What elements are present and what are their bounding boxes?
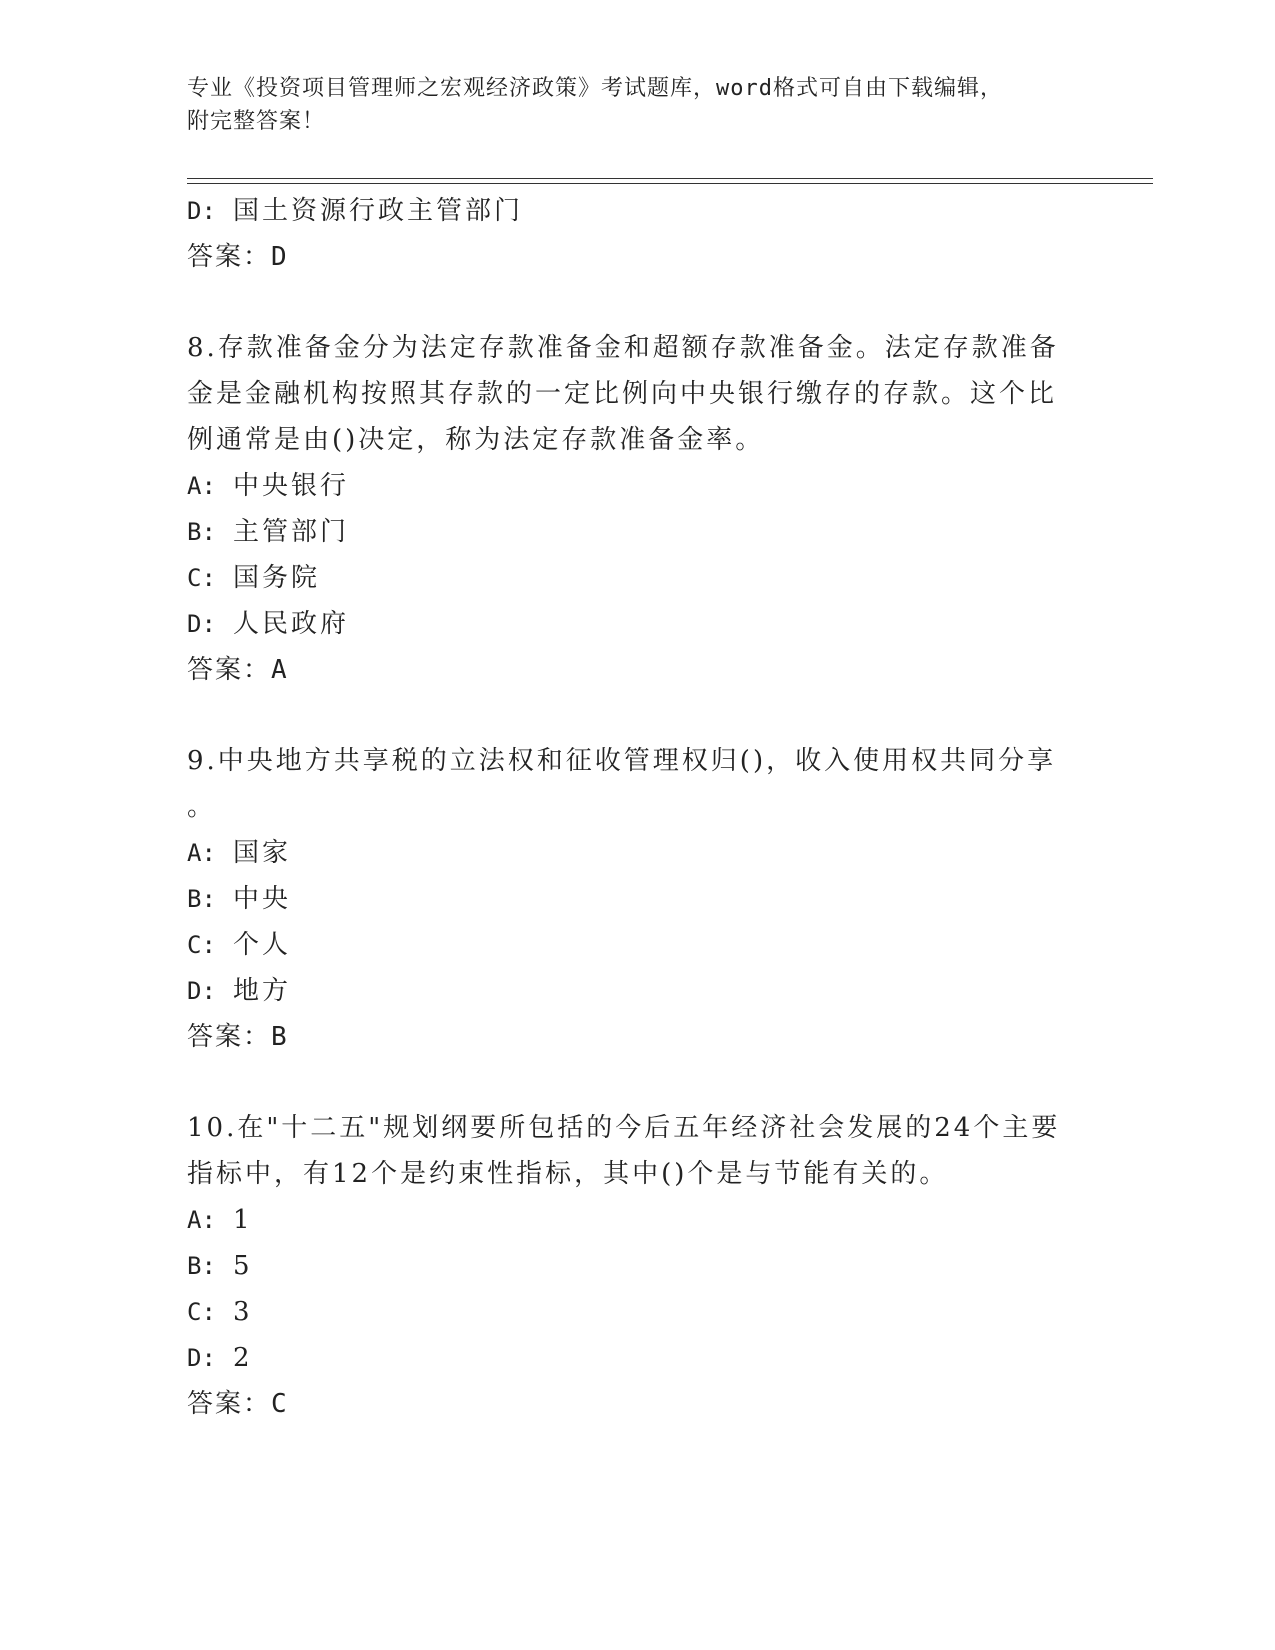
answer-label: 答案： [187,655,272,685]
answer-value: A [271,655,287,685]
option-c [187,555,1067,601]
question-9 [187,738,1067,1060]
question-stem-line: 8.存款准备金分为法定存款准备金和超额存款准备金。法定存款准备 [187,333,1059,363]
answer [187,1381,1067,1427]
option-b [187,876,1067,922]
option-text: 国务院 [233,563,321,593]
option-text: 中央银行 [233,471,350,501]
option-key: D: [187,610,216,638]
option-text: 2 [233,1343,253,1373]
option-key: D: [187,977,216,1005]
answer [187,1014,1067,1060]
spacer [187,693,1067,738]
question-stem-line: 9.中央地方共享税的立法权和征收管理权归()，收入使用权共同分享 [187,746,1057,776]
option-key: D: [187,1344,216,1372]
option-key: C: [187,1298,216,1326]
option-c [187,1289,1067,1335]
question-stem-line: 10.在"十二五"规划纲要所包括的今后五年经济社会发展的24个主要 [187,1113,1061,1143]
question-8 [187,325,1067,693]
question-stem-line: 金是金融机构按照其存款的一定比例向中央银行缴存的存款。这个比 [187,379,1058,409]
answer-value: D [271,242,287,272]
option-a [187,1197,1067,1243]
question-list [187,188,1067,1427]
option-key: C: [187,931,216,959]
option-d [187,601,1067,647]
header-divider-top [187,178,1153,179]
answer-label: 答案： [187,242,272,272]
option-text: 人民政府 [233,609,350,639]
question-stem-line: 。 [187,792,217,822]
option-d [187,968,1067,1014]
question-stem-line: 指标中，有12个是约束性指标，其中()个是与节能有关的。 [187,1159,949,1189]
option-key: D: [187,197,216,225]
option-b [187,509,1067,555]
prev-option-d [187,188,1067,234]
option-key: B: [187,518,216,546]
option-text: 中央 [233,884,292,914]
option-key: C: [187,564,216,592]
option-a [187,830,1067,876]
option-key: B: [187,1252,216,1280]
option-key: B: [187,885,216,913]
answer [187,647,1067,693]
option-key: A: [187,472,216,500]
spacer [187,280,1067,325]
option-text: 国家 [233,838,292,868]
page-header [187,72,1067,138]
question-10 [187,1105,1067,1427]
option-key: A: [187,1206,216,1234]
answer-value: C [271,1389,287,1419]
option-text: 主管部门 [233,517,350,547]
option-text: 3 [233,1297,253,1327]
header-divider-bottom [187,183,1153,184]
spacer [187,1060,1067,1105]
option-b [187,1243,1067,1289]
header-line-2: 附完整答案！ [187,109,326,134]
question-stem-line: 例通常是由()决定，称为法定存款准备金率。 [187,425,765,455]
option-key: A: [187,839,216,867]
header-line-1: 专业《投资项目管理师之宏观经济政策》考试题库，word格式可自由下载编辑， [187,76,1003,101]
answer-label: 答案： [187,1022,272,1052]
answer-value: B [271,1022,287,1052]
answer-label: 答案： [187,1389,272,1419]
option-text: 个人 [233,930,292,960]
option-text: 5 [233,1251,253,1281]
prev-answer [187,234,1067,280]
option-d [187,1335,1067,1381]
option-text: 国土资源行政主管部门 [233,196,524,226]
option-c [187,922,1067,968]
option-text: 地方 [233,976,292,1006]
option-a [187,463,1067,509]
option-text: 1 [233,1205,253,1235]
